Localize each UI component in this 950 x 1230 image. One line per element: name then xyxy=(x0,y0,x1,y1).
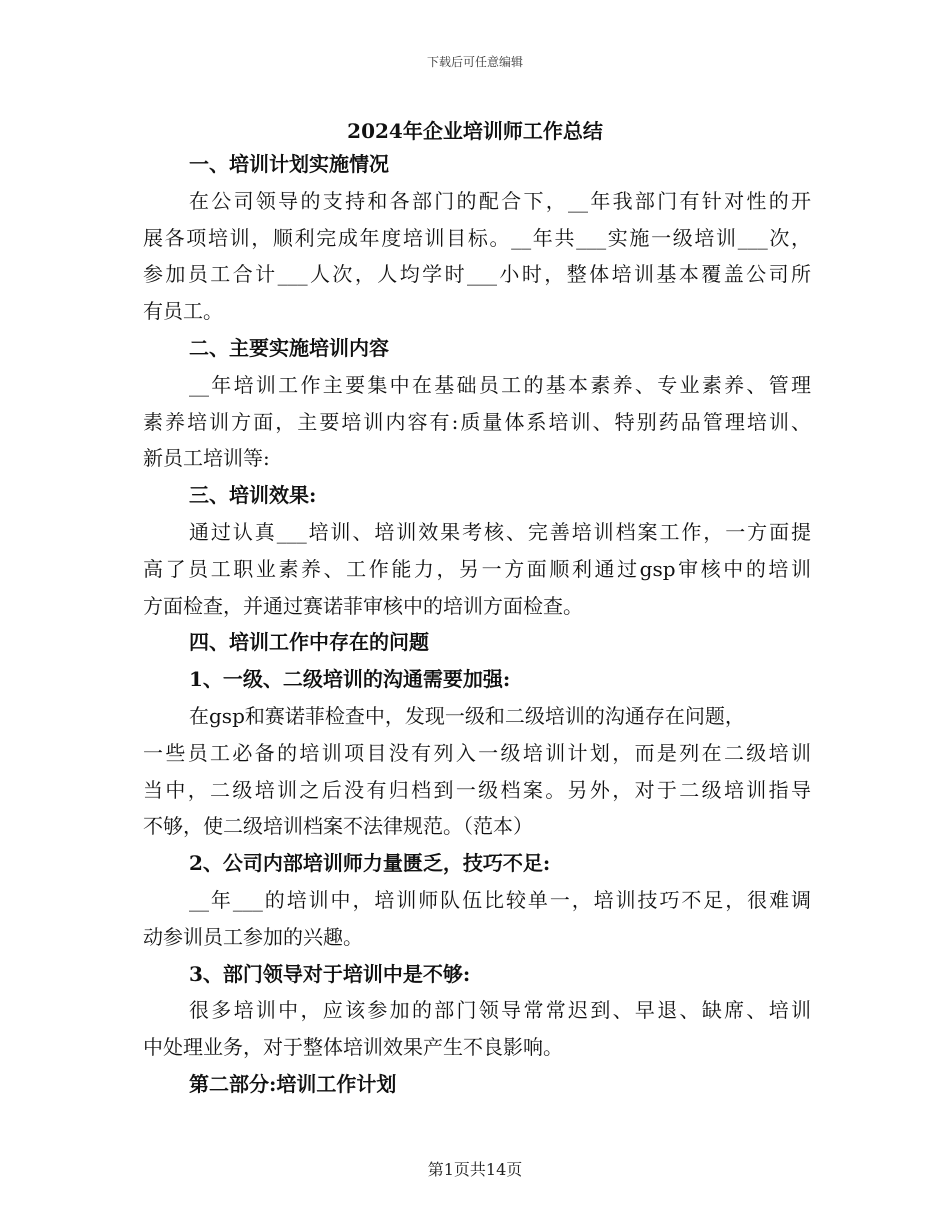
section-heading: 一、培训计划实施情况 xyxy=(189,152,389,176)
paragraph-line: 中处理业务，对于整体培训效果产生不良影响。 xyxy=(143,1035,563,1060)
paragraph-line: 动参训员工参加的兴趣。 xyxy=(143,924,363,949)
paragraph-line: 通过认真___培训、培训效果考核、完善培训档案工作，一方面提 xyxy=(189,519,811,544)
paragraph-line: 很多培训中，应该参加的部门领导常常迟到、早退、缺席、培训 xyxy=(189,998,811,1023)
paragraph-line: 不够，使二级培训档案不法律规范。（范本） xyxy=(143,814,533,839)
paragraph-line: 展各项培训，顺利完成年度培训目标。__年共___实施一级培训___次， xyxy=(143,225,811,250)
paragraph-line: 有员工。 xyxy=(143,299,223,324)
paragraph-line: 一些员工必备的培训项目没有列入一级培训计划，而是列在二级培训 xyxy=(143,740,811,765)
section-heading: 三、培训效果: xyxy=(189,483,317,508)
paragraph-line: 在公司领导的支持和各部门的配合下，__年我部门有针对性的开 xyxy=(189,188,811,213)
document-body xyxy=(143,146,811,1103)
section-heading: 四、培训工作中存在的问题 xyxy=(189,630,429,655)
section-heading: 2、公司内部培训师力量匮乏，技巧不足: xyxy=(189,851,551,876)
section-heading: 第二部分:培训工作计划 xyxy=(189,1071,397,1096)
paragraph-line: 当中，二级培训之后没有归档到一级档案。另外，对于二级培训指导 xyxy=(143,777,811,802)
document-title: 2024年企业培训师工作总结 xyxy=(347,119,603,143)
paragraph-line: 方面检查，并通过赛诺菲审核中的培训方面检查。 xyxy=(143,593,583,618)
section-heading: 3、部门领导对于培训中是不够: xyxy=(189,961,471,986)
section-heading: 二、主要实施培训内容 xyxy=(189,335,389,360)
paragraph-line: 在gsp和赛诺菲检查中，发现一级和二级培训的沟通存在问题， xyxy=(189,703,745,728)
page-footer: 第1页共14页 xyxy=(427,1160,523,1179)
paragraph-line: 新员工培训等: xyxy=(143,446,270,471)
section-heading: 1、一级、二级培训的沟通需要加强: xyxy=(189,667,511,692)
paragraph-line: 高了员工职业素养、工作能力，另一方面顺利通过gsp审核中的培训 xyxy=(143,556,811,581)
paragraph-line: 参加员工合计___人次，人均学时___小时，整体培训基本覆盖公司所 xyxy=(143,262,811,287)
paragraph-line: 素养培训方面，主要培训内容有:质量体系培训、特别药品管理培训、 xyxy=(143,409,811,434)
paragraph-line: __年培训工作主要集中在基础员工的基本素养、专业素养、管理 xyxy=(189,372,811,397)
paragraph-line: __年___的培训中，培训师队伍比较单一，培训技巧不足，很难调 xyxy=(189,887,811,912)
page-header: 下载后可任意编辑 xyxy=(426,55,523,69)
